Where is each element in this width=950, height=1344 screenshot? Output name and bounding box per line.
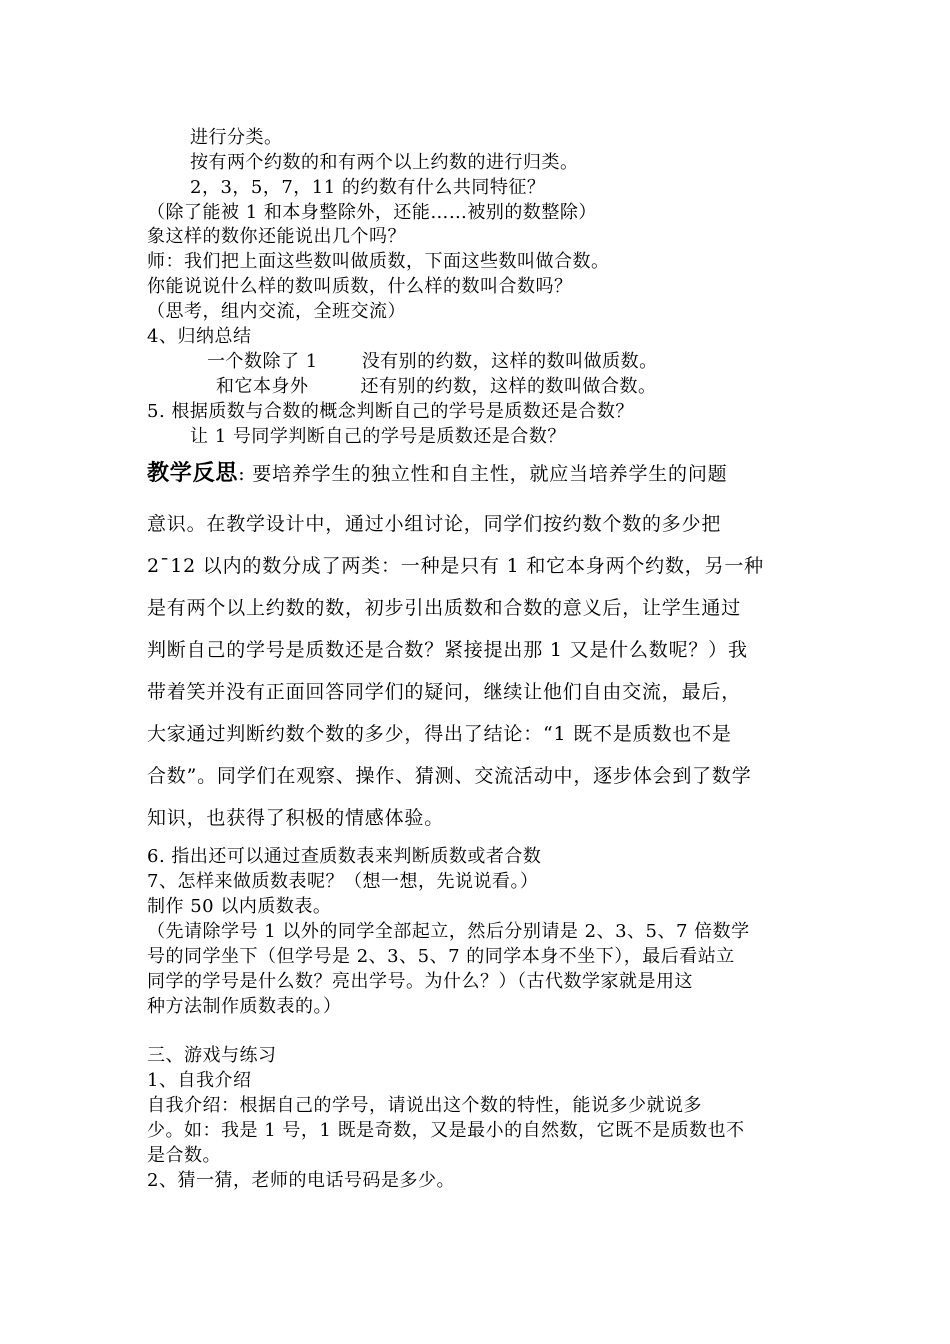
reflection-line: 大家通过判断约数个数的多少，得出了结论：“1 既不是质数也不是 (147, 723, 732, 745)
text-line: 5. 根据质数与合数的概念判断自己的学号是质数还是合数？ (147, 401, 634, 422)
text-line: 2，3，5，7，11 的约数有什么共同特征？ (190, 177, 546, 198)
reflection-line: 知识，也获得了积极的情感体验。 (147, 807, 445, 829)
text-line: （先请除学号 1 以外的同学全部起立，然后分别请是 2、3、5、7 倍数学 (147, 921, 750, 942)
text-line: 让 1 号同学判断自己的学号是质数还是合数？ (190, 426, 566, 447)
reflection-title: 教学反思 (147, 461, 239, 486)
reflection-line: 2¯12 以内的数分成了两类：一种是只有 1 和它本身两个约数，另一种 (147, 555, 764, 577)
text-line: 7、怎样来做质数表呢？（想一想，先说说看。） (147, 871, 539, 892)
definition-text: 还有别的约数，这样的数叫做合数。 (360, 376, 657, 397)
definition-text: 没有别的约数，这样的数叫做质数。 (361, 351, 658, 372)
definition-line (207, 350, 658, 374)
reflection-first-line (147, 460, 807, 488)
reflection-text: 要培养学生的独立性和自主性，就应当培养学生的问题 (245, 463, 728, 485)
text-line: 是合数。 (147, 1145, 221, 1166)
text-line: 按有两个约数的和有两个以上约数的进行归类。 (190, 152, 579, 173)
text-line: 同学的学号是什么数？亮出学号。为什么？）（古代数学家就是用这 (147, 971, 693, 992)
text-line: 象这样的数你还能说出几个吗？ (147, 226, 406, 247)
text-line: （思考，组内交流，全班交流） (147, 301, 406, 322)
reflection-line: 是有两个以上约数的数，初步引出质数和合数的意义后，让学生通过 (147, 597, 742, 619)
section-heading: 4、归纳总结 (147, 326, 252, 347)
text-line: 你能说说什么样的数叫质数，什么样的数叫合数吗？ (147, 276, 573, 297)
text-line: （除了能被 1 和本身整除外，还能……被别的数整除） (147, 202, 597, 223)
text-line: 少。如：我是 1 号，1 既是奇数，又是最小的自然数，它既不是质数也不 (147, 1120, 745, 1141)
reflection-colon: : (238, 463, 246, 485)
reflection-line: 合数”。同学们在观察、操作、猜测、交流活动中，逐步体会到了数学 (147, 765, 752, 787)
text-line: 号的同学坐下（但学号是 2、3、5、7 的同学本身不坐下），最后看站立 (147, 946, 735, 967)
subsection-heading: 2、猜一猜，老师的电话号码是多少。 (147, 1170, 455, 1191)
subsection-heading: 1、自我介绍 (147, 1070, 252, 1091)
text-line: 制作 50 以内质数表。 (147, 896, 332, 917)
text-line: 自我介绍：根据自己的学号，请说出这个数的特性，能说多少就说多 (147, 1095, 702, 1116)
definition-prefix: 一个数除了 1 (207, 351, 318, 372)
reflection-line: 意识。在教学设计中，通过小组讨论，同学们按约数个数的多少把 (147, 513, 722, 535)
text-line: 6. 指出还可以通过查质数表来判断质数或者合数 (147, 846, 542, 867)
reflection-line: 判断自己的学号是质数还是合数？紧接提出那 1 又是什么数呢？）我 (147, 639, 748, 661)
reflection-line: 带着笑并没有正面回答同学们的疑问，继续让他们自由交流，最后， (147, 681, 742, 703)
text-line: 师：我们把上面这些数叫做质数，下面这些数叫做合数。 (147, 251, 610, 272)
text-line: 种方法制作质数表的。） (147, 996, 342, 1017)
section-heading: 三、游戏与练习 (147, 1045, 277, 1066)
text-line: 进行分类。 (190, 127, 283, 148)
definition-line (216, 375, 657, 399)
definition-prefix: 和它本身外 (216, 376, 309, 397)
